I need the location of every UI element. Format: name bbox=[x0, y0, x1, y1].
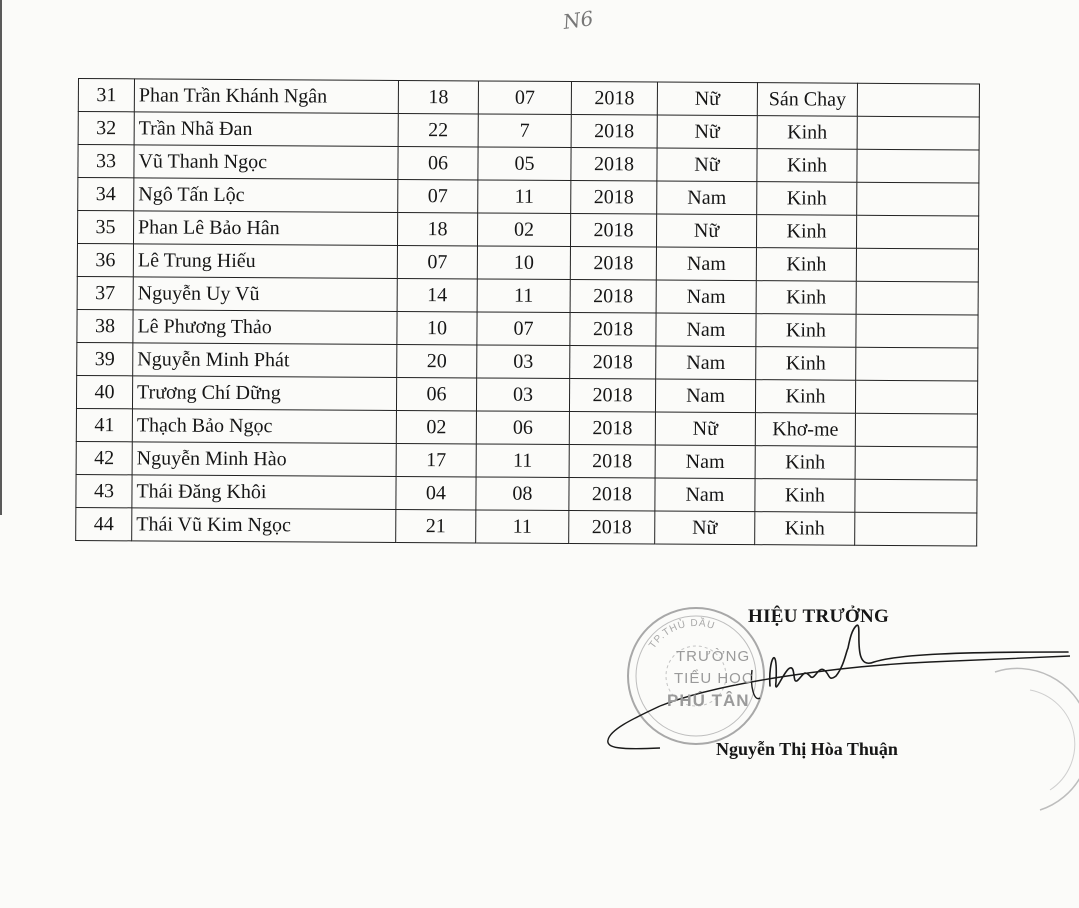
seal-line-2: TIỂU HỌC bbox=[674, 670, 754, 687]
ethnicity-cell: Kinh bbox=[755, 512, 855, 546]
row-number-cell: 44 bbox=[76, 507, 132, 540]
ethnicity-cell: Kinh bbox=[757, 149, 857, 183]
notes-cell bbox=[857, 116, 979, 150]
table-row bbox=[78, 145, 979, 184]
table-row bbox=[76, 375, 977, 414]
birth-day-cell: 07 bbox=[397, 245, 477, 278]
notes-cell bbox=[856, 215, 978, 249]
ethnicity-cell: Kinh bbox=[755, 446, 855, 480]
gender-cell: Nam bbox=[656, 247, 756, 281]
birth-month-cell: 11 bbox=[476, 510, 569, 544]
row-number-cell: 34 bbox=[78, 178, 134, 211]
notes-cell bbox=[857, 182, 979, 216]
gender-cell: Nữ bbox=[656, 214, 756, 248]
table-row bbox=[77, 276, 978, 315]
notes-cell bbox=[857, 83, 979, 117]
gender-cell: Nam bbox=[656, 313, 756, 347]
birth-month-cell: 05 bbox=[478, 147, 571, 181]
gender-cell: Nam bbox=[656, 280, 756, 314]
birth-day-cell: 10 bbox=[397, 311, 477, 344]
notes-cell bbox=[856, 314, 978, 348]
student-table bbox=[75, 78, 980, 547]
page-left-edge bbox=[0, 0, 2, 515]
birth-month-cell: 07 bbox=[478, 81, 571, 115]
student-table-container bbox=[75, 78, 980, 547]
birth-day-cell: 17 bbox=[396, 443, 476, 476]
ethnicity-cell: Kinh bbox=[757, 182, 857, 216]
table-row bbox=[78, 178, 979, 217]
ethnicity-cell: Sán Chay bbox=[757, 83, 857, 117]
ethnicity-cell: Kinh bbox=[756, 215, 856, 249]
student-name-cell: Trần Nhã Đan bbox=[134, 112, 398, 147]
table-row bbox=[77, 211, 978, 250]
birth-day-cell: 07 bbox=[398, 179, 478, 212]
gender-cell: Nữ bbox=[657, 115, 757, 149]
student-name-cell: Phan Lê Bảo Hân bbox=[133, 211, 397, 246]
birth-month-cell: 11 bbox=[477, 279, 570, 313]
birth-year-cell: 2018 bbox=[570, 247, 656, 281]
birth-month-cell: 10 bbox=[477, 246, 570, 280]
birth-year-cell: 2018 bbox=[570, 313, 656, 347]
row-number-cell: 36 bbox=[77, 243, 133, 276]
gender-cell: Nam bbox=[657, 181, 757, 215]
birth-month-cell: 7 bbox=[478, 114, 571, 148]
table-row bbox=[76, 441, 977, 480]
student-name-cell: Vũ Thanh Ngọc bbox=[134, 145, 398, 180]
row-number-cell: 42 bbox=[76, 441, 132, 474]
gender-cell: Nam bbox=[655, 379, 755, 413]
birth-day-cell: 18 bbox=[397, 212, 477, 245]
birth-year-cell: 2018 bbox=[569, 412, 655, 446]
student-name-cell: Trương Chí Dững bbox=[132, 376, 396, 411]
birth-month-cell: 03 bbox=[476, 378, 569, 412]
birth-day-cell: 18 bbox=[398, 80, 478, 113]
birth-day-cell: 14 bbox=[397, 278, 477, 311]
table-row bbox=[76, 474, 977, 513]
row-number-cell: 40 bbox=[76, 375, 132, 408]
birth-year-cell: 2018 bbox=[569, 379, 655, 413]
signature-block bbox=[600, 590, 1079, 840]
notes-cell bbox=[856, 347, 978, 381]
table-row bbox=[76, 408, 977, 447]
ethnicity-cell: Kinh bbox=[756, 248, 856, 282]
birth-year-cell: 2018 bbox=[571, 148, 657, 182]
row-number-cell: 32 bbox=[78, 112, 134, 145]
birth-year-cell: 2018 bbox=[570, 214, 656, 248]
birth-day-cell: 02 bbox=[396, 410, 476, 443]
table-row bbox=[77, 309, 978, 348]
row-number-cell: 31 bbox=[78, 79, 134, 112]
ethnicity-cell: Kinh bbox=[756, 314, 856, 348]
birth-month-cell: 03 bbox=[477, 345, 570, 379]
student-name-cell: Thái Đăng Khôi bbox=[132, 475, 396, 510]
birth-year-cell: 2018 bbox=[571, 115, 657, 149]
birth-month-cell: 08 bbox=[476, 477, 569, 511]
gender-cell: Nam bbox=[655, 478, 755, 512]
notes-cell bbox=[856, 281, 978, 315]
birth-year-cell: 2018 bbox=[569, 445, 655, 479]
birth-year-cell: 2018 bbox=[571, 181, 657, 215]
row-number-cell: 37 bbox=[77, 276, 133, 309]
gender-cell: Nam bbox=[655, 445, 755, 479]
row-number-cell: 43 bbox=[76, 474, 132, 507]
birth-year-cell: 2018 bbox=[569, 478, 655, 512]
ethnicity-cell: Khơ-me bbox=[755, 413, 855, 447]
ethnicity-cell: Kinh bbox=[756, 281, 856, 315]
ethnicity-cell: Kinh bbox=[755, 380, 855, 414]
birth-month-cell: 02 bbox=[477, 213, 570, 247]
seal-line-1: TRƯỜNG bbox=[676, 648, 751, 665]
birth-month-cell: 07 bbox=[477, 312, 570, 346]
table-row bbox=[78, 112, 979, 151]
seal-outer-text: TP.THỦ DẦU bbox=[647, 617, 717, 651]
gender-cell: Nữ bbox=[655, 412, 755, 446]
student-name-cell: Thái Vũ Kim Ngọc bbox=[132, 508, 396, 543]
table-row bbox=[76, 507, 977, 546]
birth-day-cell: 06 bbox=[398, 146, 478, 179]
notes-cell bbox=[855, 479, 977, 513]
student-name-cell: Ngô Tấn Lộc bbox=[134, 178, 398, 213]
student-name-cell: Nguyễn Minh Phát bbox=[133, 343, 397, 378]
gender-cell: Nữ bbox=[657, 148, 757, 182]
student-name-cell: Nguyễn Uy Vũ bbox=[133, 277, 397, 312]
notes-cell bbox=[856, 248, 978, 282]
row-number-cell: 33 bbox=[78, 145, 134, 178]
gender-cell: Nam bbox=[656, 346, 756, 380]
table-row bbox=[78, 79, 979, 118]
notes-cell bbox=[855, 413, 977, 447]
student-name-cell: Lê Trung Hiếu bbox=[133, 244, 397, 279]
svg-text:TP.THỦ DẦU bbox=[647, 616, 716, 651]
birth-month-cell: 11 bbox=[478, 180, 571, 214]
birth-day-cell: 22 bbox=[398, 113, 478, 146]
birth-day-cell: 04 bbox=[396, 476, 476, 509]
row-number-cell: 38 bbox=[77, 309, 133, 342]
gender-cell: Nữ bbox=[655, 511, 755, 545]
ethnicity-cell: Kinh bbox=[755, 479, 855, 513]
birth-year-cell: 2018 bbox=[570, 280, 656, 314]
student-name-cell: Nguyễn Minh Hào bbox=[132, 442, 396, 477]
row-number-cell: 35 bbox=[77, 211, 133, 244]
student-table-body bbox=[76, 79, 980, 546]
principal-name: Nguyễn Thị Hòa Thuận bbox=[716, 739, 898, 759]
student-name-cell: Phan Trần Khánh Ngân bbox=[134, 79, 398, 114]
ethnicity-cell: Kinh bbox=[757, 116, 857, 150]
ethnicity-cell: Kinh bbox=[756, 347, 856, 381]
birth-day-cell: 21 bbox=[396, 509, 476, 542]
birth-month-cell: 06 bbox=[476, 411, 569, 445]
birth-year-cell: 2018 bbox=[569, 511, 655, 545]
handwritten-mark: N6 bbox=[561, 6, 595, 34]
birth-day-cell: 06 bbox=[396, 377, 476, 410]
notes-cell bbox=[855, 380, 977, 414]
notes-cell bbox=[855, 446, 977, 480]
birth-day-cell: 20 bbox=[397, 344, 477, 377]
birth-year-cell: 2018 bbox=[571, 82, 657, 116]
seal-line-3: PHÚ TÂN bbox=[667, 691, 750, 710]
row-number-cell: 39 bbox=[77, 342, 133, 375]
notes-cell bbox=[857, 149, 979, 183]
student-name-cell: Lê Phương Thảo bbox=[133, 310, 397, 345]
student-name-cell: Thạch Bảo Ngọc bbox=[132, 409, 396, 444]
table-row bbox=[77, 342, 978, 381]
birth-month-cell: 11 bbox=[476, 444, 569, 478]
row-number-cell: 41 bbox=[76, 408, 132, 441]
principal-title: HIỆU TRƯỞNG bbox=[748, 606, 890, 627]
birth-year-cell: 2018 bbox=[570, 346, 656, 380]
table-row bbox=[77, 243, 978, 282]
gender-cell: Nữ bbox=[657, 82, 757, 116]
notes-cell bbox=[855, 512, 977, 546]
